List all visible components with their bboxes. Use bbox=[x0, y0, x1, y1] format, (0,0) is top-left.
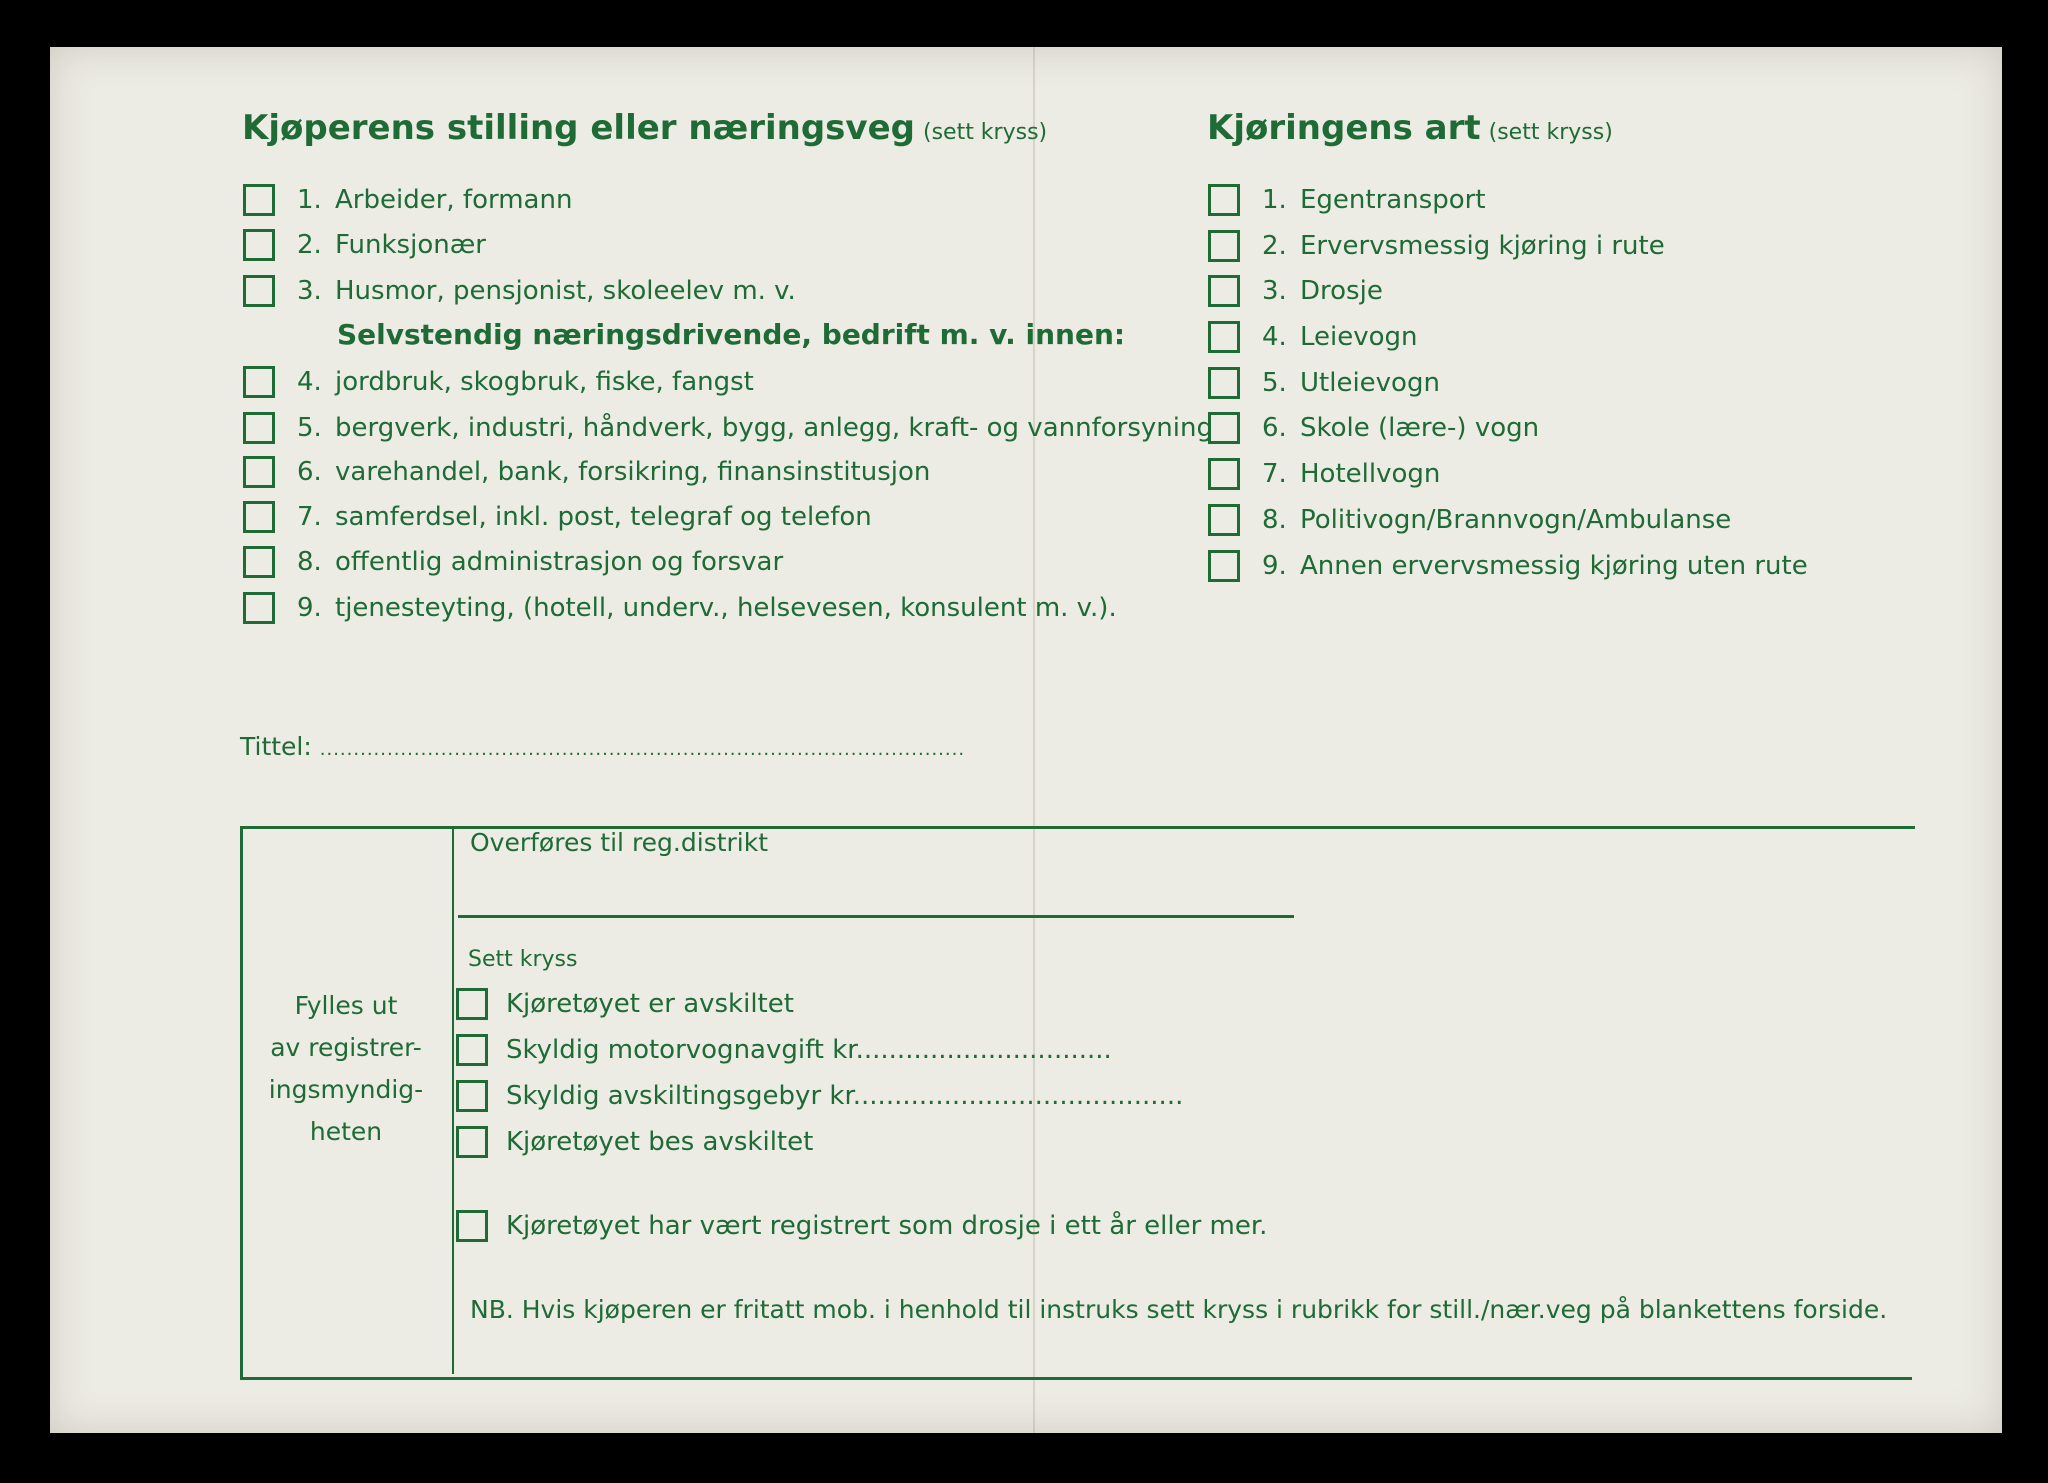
tittel-label: Tittel: bbox=[240, 732, 312, 761]
check-label: Skyldig avskiltingsgebyr kr........................................ bbox=[506, 1081, 1184, 1111]
right-item-6 bbox=[1208, 412, 1539, 444]
item-label: bergverk, industri, håndverk, bygg, anlegg, kraft- og vannforsyning bbox=[335, 413, 1213, 443]
item-number: 5. bbox=[297, 413, 322, 443]
left-item-9 bbox=[243, 592, 1117, 624]
checkbox[interactable] bbox=[243, 184, 275, 216]
right-item-7 bbox=[1208, 458, 1440, 490]
left-item-6 bbox=[243, 456, 930, 488]
box-left-border bbox=[240, 826, 243, 1380]
item-number: 3. bbox=[297, 276, 322, 306]
checkbox[interactable] bbox=[456, 1080, 488, 1112]
nb-note: NB. Hvis kjøperen er fritatt mob. i henhold til instruks sett kryss i rubrikk for still./nær.veg på blankettens forside. bbox=[470, 1295, 1888, 1324]
check-label: Kjøretøyet er avskiltet bbox=[506, 989, 794, 1019]
item-label: Egentransport bbox=[1300, 185, 1486, 215]
item-label: Arbeider, formann bbox=[335, 185, 573, 215]
checkbox[interactable] bbox=[243, 501, 275, 533]
checkbox[interactable] bbox=[1208, 504, 1240, 536]
checkbox[interactable] bbox=[243, 229, 275, 261]
item-label: samferdsel, inkl. post, telegraf og telefon bbox=[335, 502, 872, 532]
self-employed-subheading: Selvstendig næringsdrivende, bedrift m. v. innen: bbox=[337, 318, 1126, 351]
right-title-note: (sett kryss) bbox=[1488, 120, 1613, 145]
item-label: Husmor, pensjonist, skoleelev m. v. bbox=[335, 276, 796, 306]
checkbox[interactable] bbox=[1208, 275, 1240, 307]
item-number: 6. bbox=[297, 457, 322, 487]
item-number: 4. bbox=[297, 367, 322, 397]
item-number: 9. bbox=[297, 593, 322, 623]
item-label: Hotellvogn bbox=[1300, 459, 1441, 489]
check-bes-avskiltet bbox=[456, 1126, 813, 1158]
left-item-7 bbox=[243, 501, 872, 533]
check-label: Kjøretøyet har vært registrert som drosje i ett år eller mer. bbox=[506, 1211, 1268, 1241]
checkbox[interactable] bbox=[243, 546, 275, 578]
right-item-2 bbox=[1208, 230, 1665, 262]
tittel-field[interactable] bbox=[240, 732, 965, 761]
left-title-note: (sett kryss) bbox=[922, 120, 1048, 145]
checkbox[interactable] bbox=[456, 988, 488, 1020]
item-label: Politivogn/Brannvogn/Ambulanse bbox=[1300, 505, 1732, 535]
left-item-5 bbox=[243, 412, 1213, 444]
transfer-district-label: Overføres til reg.distrikt bbox=[470, 828, 769, 857]
checkbox[interactable] bbox=[456, 1210, 488, 1242]
checkbox[interactable] bbox=[243, 366, 275, 398]
left-item-3 bbox=[243, 275, 796, 307]
side-label-line: av registrer- bbox=[270, 1033, 422, 1062]
item-number: 2. bbox=[297, 230, 322, 260]
checkbox[interactable] bbox=[243, 412, 275, 444]
right-item-9 bbox=[1208, 550, 1808, 582]
check-avskiltingsgebyr bbox=[456, 1080, 1183, 1112]
item-number: 4. bbox=[1262, 322, 1287, 352]
item-number: 5. bbox=[1262, 368, 1287, 398]
item-number: 1. bbox=[1262, 185, 1287, 215]
item-label: Utleievogn bbox=[1300, 368, 1440, 398]
item-label: Funksjonær bbox=[335, 230, 486, 260]
right-title-text: Kjøringens art bbox=[1207, 108, 1481, 148]
side-label-line: Fylles ut bbox=[294, 991, 398, 1020]
checkbox[interactable] bbox=[456, 1034, 488, 1066]
checkbox[interactable] bbox=[243, 456, 275, 488]
left-item-8 bbox=[243, 546, 783, 578]
checkbox[interactable] bbox=[1208, 321, 1240, 353]
check-drosje bbox=[456, 1210, 1267, 1242]
right-section-title bbox=[1207, 108, 1613, 148]
check-avskiltet bbox=[456, 988, 794, 1020]
item-number: 8. bbox=[297, 547, 322, 577]
item-label: jordbruk, skogbruk, fiske, fangst bbox=[335, 367, 754, 397]
tittel-dots: ................................................................................................ bbox=[319, 739, 966, 760]
box-divider bbox=[452, 826, 454, 1374]
checkbox[interactable] bbox=[1208, 230, 1240, 262]
check-label: Skyldig motorvognavgift kr............................... bbox=[506, 1035, 1112, 1065]
right-item-1 bbox=[1208, 184, 1486, 216]
item-label: Ervervsmessig kjøring i rute bbox=[1300, 231, 1665, 261]
right-item-5 bbox=[1208, 367, 1440, 399]
sett-kryss-label: Sett kryss bbox=[468, 947, 578, 972]
right-item-3 bbox=[1208, 275, 1383, 307]
checkbox[interactable] bbox=[1208, 184, 1240, 216]
box-bottom-border bbox=[240, 1377, 1912, 1380]
item-label: offentlig administrasjon og forsvar bbox=[335, 547, 784, 577]
item-label: Leievogn bbox=[1300, 322, 1418, 352]
side-label-line: ingsmyndig- bbox=[268, 1075, 424, 1104]
checkbox[interactable] bbox=[1208, 550, 1240, 582]
checkbox[interactable] bbox=[1208, 412, 1240, 444]
side-label-line: heten bbox=[309, 1117, 383, 1146]
checkbox[interactable] bbox=[456, 1126, 488, 1158]
right-item-8 bbox=[1208, 504, 1731, 536]
item-number: 2. bbox=[1262, 231, 1287, 261]
checkbox[interactable] bbox=[243, 592, 275, 624]
item-number: 6. bbox=[1262, 413, 1287, 443]
item-number: 7. bbox=[297, 502, 322, 532]
checkbox[interactable] bbox=[1208, 367, 1240, 399]
item-label: tjenesteyting, (hotell, underv., helsevesen, konsulent m. v.). bbox=[335, 593, 1117, 623]
checkbox[interactable] bbox=[1208, 458, 1240, 490]
transfer-district-line[interactable] bbox=[458, 915, 1294, 918]
item-number: 9. bbox=[1262, 551, 1287, 581]
left-item-4 bbox=[243, 366, 754, 398]
item-label: Annen ervervsmessig kjøring uten rute bbox=[1300, 551, 1808, 581]
item-number: 8. bbox=[1262, 505, 1287, 535]
left-section-title bbox=[242, 108, 1047, 148]
registration-authority-label bbox=[250, 985, 442, 1153]
left-item-2 bbox=[243, 229, 486, 261]
right-item-4 bbox=[1208, 321, 1418, 353]
item-number: 3. bbox=[1262, 276, 1287, 306]
item-label: varehandel, bank, forsikring, finansinstitusjon bbox=[335, 457, 931, 487]
check-motorvognavgift bbox=[456, 1034, 1112, 1066]
item-label: Drosje bbox=[1300, 276, 1383, 306]
left-item-1 bbox=[243, 184, 572, 216]
check-label: Kjøretøyet bes avskiltet bbox=[506, 1127, 814, 1157]
left-title-text: Kjøperens stilling eller næringsveg bbox=[242, 108, 915, 148]
item-number: 7. bbox=[1262, 459, 1287, 489]
item-label: Skole (lære-) vogn bbox=[1300, 413, 1540, 443]
item-number: 1. bbox=[297, 185, 322, 215]
checkbox[interactable] bbox=[243, 275, 275, 307]
